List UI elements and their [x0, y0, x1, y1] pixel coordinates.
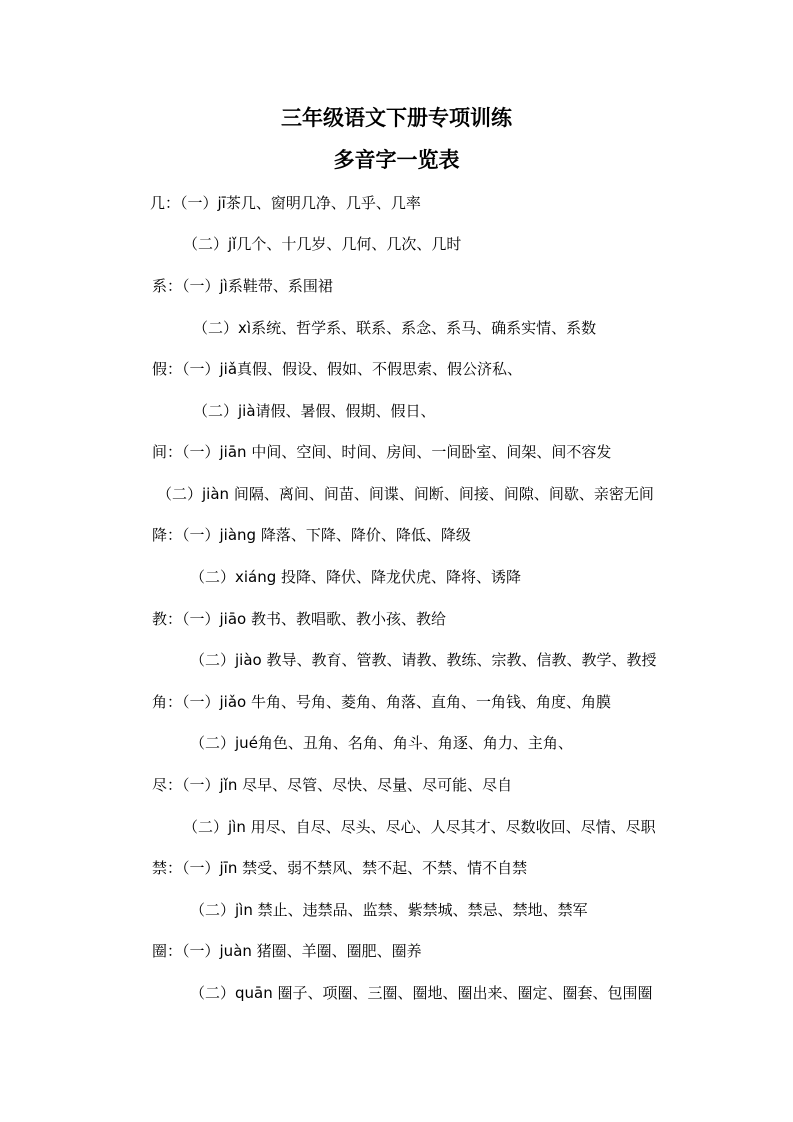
entry-head: 尽：（一） [152, 776, 220, 794]
entry-words: 禁受、弱不禁风、禁不起、不禁、情不自禁 [237, 859, 528, 877]
entry-head: 假：（一） [152, 360, 220, 378]
entry-pinyin: quān [235, 984, 273, 1002]
entry-words: 几个、十几岁、几何、几次、几时 [236, 235, 462, 253]
entry-words: 禁止、违禁品、监禁、紫禁城、禁忌、禁地、禁军 [252, 901, 588, 919]
entry-head: 圈：（一） [152, 942, 220, 960]
entry-line [190, 900, 588, 920]
entry-head: 教：（一） [152, 610, 220, 628]
entry-words: 中间、空间、时间、房间、一间卧室、间架、间不容发 [246, 443, 612, 461]
entry-pinyin: jiān [219, 443, 247, 461]
entry-line [152, 775, 512, 795]
entry-head: 系：（一） [152, 277, 220, 295]
entry-line [193, 401, 436, 421]
entry-head: 降：（一） [152, 526, 220, 544]
entry-line [157, 484, 654, 504]
entry-head: 禁：（一） [152, 859, 220, 877]
entry-head: （二） [183, 235, 229, 253]
entry-words: 用尽、自尽、尽头、尽心、人尽其才、尽数收回、尽情、尽职 [245, 818, 656, 836]
entry-pinyin: jiǎ [219, 360, 238, 378]
entry-line [152, 941, 422, 961]
entry-head: （二） [190, 984, 236, 1002]
entry-pinyin: xiáng [235, 568, 277, 586]
entry-line [183, 234, 461, 254]
entry-pinyin: jiào [235, 651, 262, 669]
entry-pinyin: xì [238, 319, 252, 337]
document-title: 三年级语文下册专项训练 [281, 106, 512, 130]
entry-line [152, 442, 611, 462]
entry-head: （二） [193, 402, 239, 420]
entry-line [152, 359, 522, 379]
entry-head: （二） [190, 651, 236, 669]
entry-pinyin: jué [235, 734, 258, 752]
entry-line [183, 817, 656, 837]
entry-words: 教导、教育、管教、请教、教练、宗教、信教、教学、教授 [261, 651, 657, 669]
entry-words: 间隔、离间、间苗、间谍、间断、间接、间隙、间歇、亲密无间 [229, 485, 654, 503]
entry-line [193, 318, 596, 338]
entry-pinyin: jī [217, 194, 226, 212]
entry-pinyin: jiāo [219, 610, 247, 628]
entry-line [152, 692, 611, 712]
entry-pinyin: jià [238, 402, 256, 420]
entry-words: 角色、丑角、名角、角斗、角逐、角力、主角、 [257, 734, 573, 752]
entry-words: 降落、下降、降价、降低、降级 [256, 526, 471, 544]
entry-line [190, 733, 573, 753]
entry-line [150, 193, 421, 213]
entry-line [152, 525, 471, 545]
entry-words: 圈子、项圈、三圈、圈地、圈出来、圈定、圈套、包围圈 [272, 984, 653, 1002]
entry-pinyin: jǐ [228, 235, 237, 253]
entry-words: 系统、哲学系、联系、系念、系马、确系实情、系数 [251, 319, 597, 337]
entry-words: 尽早、尽管、尽快、尽量、尽可能、尽自 [237, 776, 513, 794]
entry-words: 茶几、窗明几净、几乎、几率 [225, 194, 421, 212]
entry-pinyin: jìn [228, 818, 246, 836]
entry-head: 角：（一） [152, 693, 220, 711]
entry-words: 猪圈、羊圈、圈肥、圈养 [251, 942, 422, 960]
entry-pinyin: jìn [235, 901, 253, 919]
entry-head: （二） [183, 818, 229, 836]
entry-head: （二） [157, 485, 203, 503]
entry-words: 系鞋带、系围裙 [227, 277, 333, 295]
entry-words: 教书、教唱歌、教小孩、教给 [246, 610, 447, 628]
entry-words: 真假、假设、假如、不假思索、假公济私、 [237, 360, 523, 378]
entry-words: 牛角、号角、菱角、角落、直角、一角钱、角度、角膜 [246, 693, 612, 711]
entry-head: （二） [190, 734, 236, 752]
entry-pinyin: jiàn [202, 485, 230, 503]
entry-pinyin: jiǎo [219, 693, 247, 711]
entry-line [152, 609, 446, 629]
entry-pinyin: jiàng [219, 526, 257, 544]
document-subtitle: 多音字一览表 [333, 148, 460, 172]
entry-head: 几：（一） [150, 194, 218, 212]
entry-words: 请假、暑假、假期、假日、 [255, 402, 436, 420]
entry-head: （二） [190, 568, 236, 586]
entry-head: （二） [193, 319, 239, 337]
entry-words: 投降、降伏、降龙伏虎、降将、诱降 [276, 568, 522, 586]
entry-line [190, 567, 521, 587]
entry-pinyin: jì [219, 277, 228, 295]
entry-pinyin: jīn [219, 859, 238, 877]
entry-line [152, 276, 333, 296]
entry-pinyin: juàn [219, 942, 252, 960]
entry-head: 间：（一） [152, 443, 220, 461]
entry-head: （二） [190, 901, 236, 919]
entry-line [190, 983, 653, 1003]
entry-line [152, 858, 527, 878]
entry-pinyin: jǐn [219, 776, 238, 794]
entry-line [190, 650, 657, 670]
